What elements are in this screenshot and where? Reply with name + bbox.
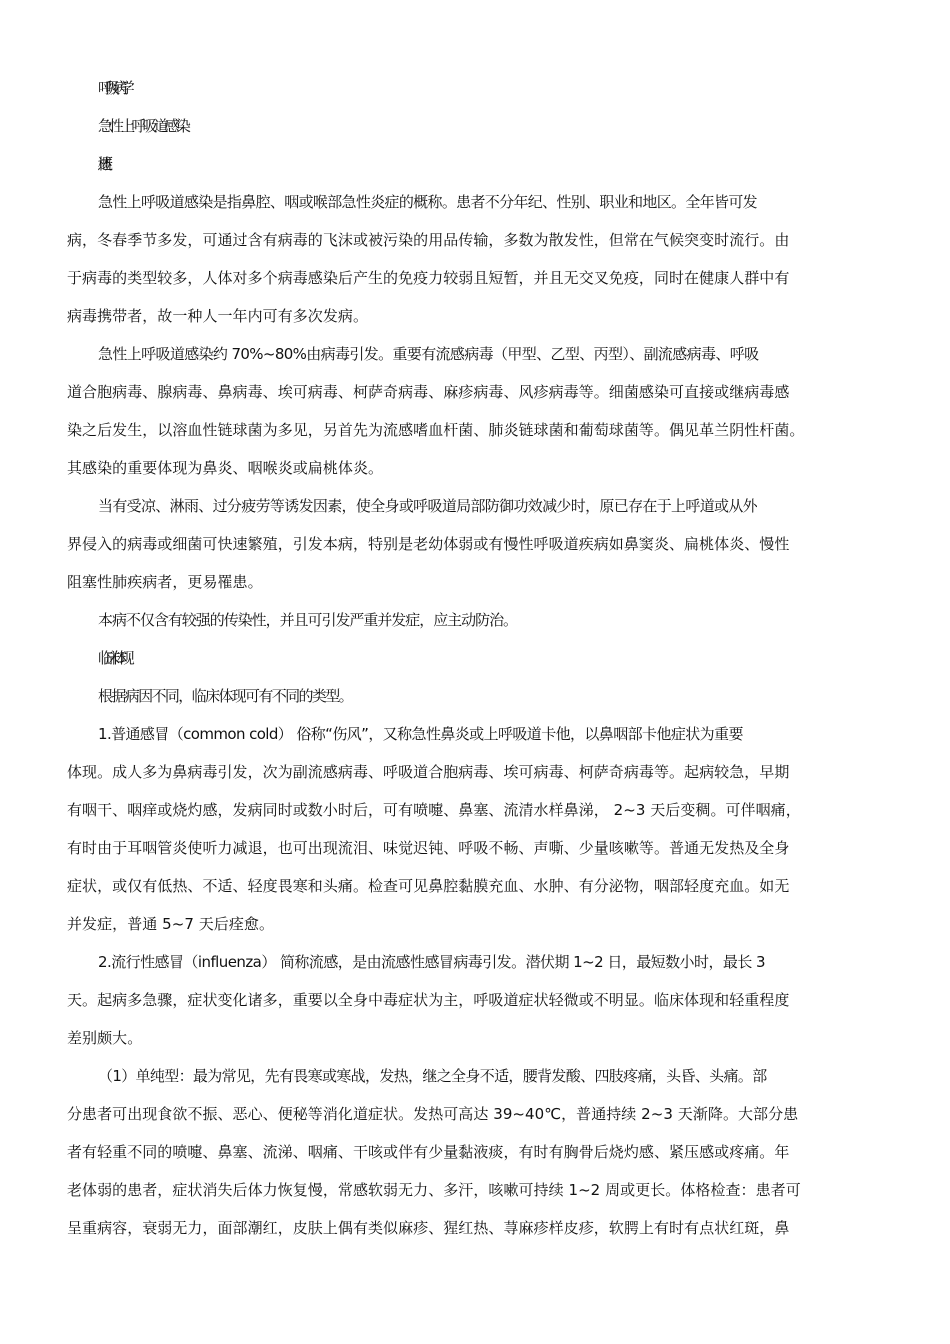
paragraph-line: 分患者可出现食欲不振、恶心、便秘等消化道症状。发热可高达 39~40℃，普通持续 2~3 天渐降。大部分患 — [67, 1105, 799, 1123]
section-heading: 呼吸病学 — [98, 79, 128, 97]
paragraph-line: 呈重病容，衰弱无力，面部潮红，皮肤上偶有类似麻疹、猩红热、荨麻疹样皮疹，软腭上有时有点状红斑，鼻 — [67, 1219, 790, 1237]
paragraph-line: 道合胞病毒、腺病毒、鼻病毒、埃可病毒、柯萨奇病毒、麻疹病毒、风疹病毒等。细菌感染可直接或继病毒感 — [67, 383, 790, 401]
paragraph-line: 差别颇大。 — [67, 1029, 143, 1047]
paragraph-line: 病毒携带者，故一种人一年内可有多次发病。 — [67, 307, 369, 325]
paragraph-line: 者有轻重不同的喷嚏、鼻塞、流涕、咽痛、干咳或伴有少量黏液痰，有时有胸骨后烧灼感、紧压感或疼痛。年 — [67, 1143, 790, 1161]
paragraph-line: 染之后发生，以溶血性链球菌为多见，另首先为流感嗜血杆菌、肺炎链球菌和葡萄球菌等。偶见革兰阴性杆菌。 — [67, 421, 805, 439]
subsection-heading: 临床体现 — [98, 649, 128, 667]
paragraph-line: 急性上呼吸道感染是指鼻腔、咽或喉部急性炎症的概称。患者不分年纪、性别、职业和地区。全年皆可发 — [98, 193, 758, 211]
paragraph-line: 病，冬春季节多发，可通过含有病毒的飞沫或被污染的用品传输，多数为散发性，但常在气候突变时流行。由 — [67, 231, 790, 249]
paragraph-line: 天。起病多急骤，症状变化诸多，重要以全身中毒症状为主，呼吸道症状轻微或不明显。临床体现和轻重程度 — [67, 991, 790, 1009]
paragraph-line: （1）单纯型：最为常见，先有畏寒或寒战，发热，继之全身不适，腰背发酸、四肢疼痛，头昏、头痛。部 — [98, 1067, 767, 1085]
paragraph-line: 2.流行性感冒（influenza） 简称流感，是由流感性感冒病毒引发。潜伏期 1~2 日，最短数小时，最长 3 — [98, 953, 765, 971]
paragraph-line: 阻塞性肺疾病者，更易罹患。 — [67, 573, 263, 591]
paragraph-line: 急性上呼吸道感染约 70%~80%由病毒引发。重要有流感病毒（甲型、乙型、丙型）、副流感病毒、呼吸 — [98, 345, 759, 363]
paragraph-line: 体现。成人多为鼻病毒引发，次为副流感病毒、呼吸道合胞病毒、埃可病毒、柯萨奇病毒等。起病较急，早期 — [67, 763, 790, 781]
paragraph-line: 当有受凉、淋雨、过分疲劳等诱发因素，使全身或呼吸道局部防御功效减少时，原已存在于上呼道或从外 — [98, 497, 758, 515]
paragraph-line: 有时由于耳咽管炎使听力减退，也可出现流泪、味觉迟钝、呼吸不畅、声嘶、少量咳嗽等。普通无发热及全身 — [67, 839, 790, 857]
paragraph-line: 其感染的重要体现为鼻炎、咽喉炎或扁桃体炎。 — [67, 459, 384, 477]
paragraph-line: 老体弱的患者，症状消失后体力恢复慢，常感软弱无力、多汗，咳嗽可持续 1~2 周或更长。体格检查：患者可 — [67, 1181, 801, 1199]
paragraph-line: 有咽干、咽痒或烧灼感，发病同时或数小时后，可有喷嚏、鼻塞、流清水样鼻涕， 2~3 天后变稠。可伴咽痛， — [67, 801, 801, 819]
paragraph-line: 于病毒的类型较多，人体对多个病毒感染后产生的免疫力较弱且短暂，并且无交叉免疫，同时在健康人群中有 — [67, 269, 790, 287]
paragraph-line: 界侵入的病毒或细菌可快速繁殖，引发本病，特别是老幼体弱或有慢性呼吸道疾病如鼻窦炎、扁桃体炎、慢性 — [67, 535, 790, 553]
chapter-heading: 急性上呼吸道感染 — [98, 117, 188, 135]
paragraph-line: 症状，或仅有低热、不适、轻度畏寒和头痛。检查可见鼻腔黏膜充血、水肿、有分泌物，咽部轻度充血。如无 — [67, 877, 790, 895]
paragraph-line: 并发症，普通 5~7 天后痊愈。 — [67, 915, 274, 933]
paragraph-line: 本病不仅含有较强的传染性，并且可引发严重并发症，应主动防治。 — [98, 611, 518, 629]
subsection-heading — [98, 145, 928, 183]
paragraph-line: 根据病因不同，临床体现可有不同的类型。 — [98, 687, 352, 705]
paragraph-line: 1.普通感冒（common cold） 俗称“伤风”，又称急性鼻炎或上呼吸道卡他，以鼻咽部卡他症状为重要 — [98, 725, 743, 743]
